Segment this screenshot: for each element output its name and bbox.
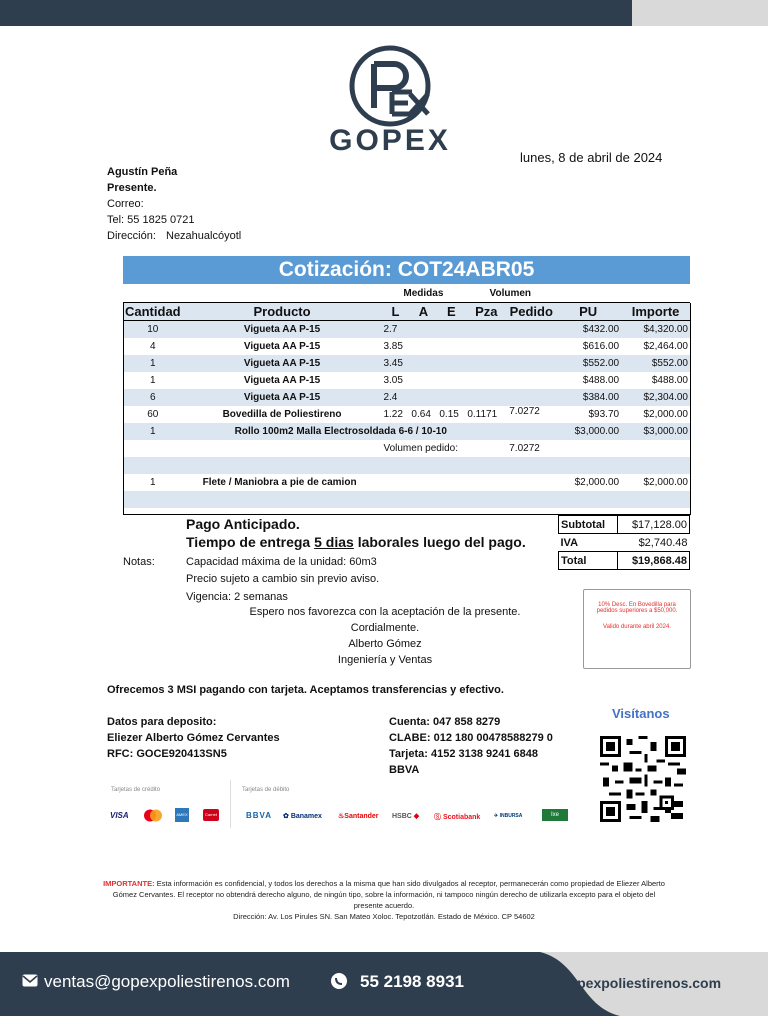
deposit-clabe: CLABE: 012 180 00478588279 0 [389, 732, 553, 744]
col-header: E [437, 303, 465, 321]
footer-phone[interactable]: 55 2198 8931 [360, 972, 464, 991]
delivery-time-pre: Tiempo de entrega [186, 534, 311, 550]
cell-importe: $2,000.00 [643, 409, 688, 420]
important-notice [100, 878, 668, 922]
table-row-empty [123, 491, 690, 508]
cell-pedido [507, 355, 555, 372]
cell-pu: $2,000.00 [574, 477, 620, 488]
table-row [123, 423, 690, 440]
cell-qty: 4 [150, 341, 156, 352]
cell-a [409, 372, 437, 389]
client-phone: Tel: 55 1825 0721 [107, 214, 195, 226]
cell-pedido [507, 321, 555, 339]
cell-pedido [507, 338, 555, 355]
cell-pu: $488.00 [582, 375, 620, 386]
table-row [123, 338, 690, 355]
cell-l: 3.05 [383, 375, 403, 386]
delivery-time-days: 5 dias [314, 534, 354, 550]
cell-product: Vigueta AA P-15 [243, 392, 321, 403]
col-header: Cantidad [125, 304, 181, 319]
cell-pu: $552.00 [582, 358, 620, 369]
whatsapp-icon [330, 972, 348, 990]
carnet-icon: Carnet [203, 809, 219, 821]
cell-product: Flete / Maniobra a pie de camion [202, 477, 357, 488]
promo-box [583, 589, 691, 669]
cell-product: Rollo 100m2 Malla Electrosoldada 6-6 / 10-10 [234, 426, 447, 437]
col-header: PU [555, 303, 621, 321]
cell-pedido [507, 389, 555, 406]
cell-pza [465, 389, 507, 406]
delivery-time-post: laborales luego del pago. [357, 534, 526, 550]
hsbc-label: HSBC [392, 813, 412, 820]
footer-website[interactable]: gopexpoliestirenos.com [560, 975, 722, 991]
cell-pu: $616.00 [582, 341, 620, 352]
visit-label: Visítanos [612, 706, 670, 721]
scotiabank-icon: Ⓢ Scotiabank [434, 814, 481, 821]
table-row [123, 355, 690, 372]
mail-icon [22, 974, 38, 987]
mastercard-icon [143, 809, 163, 822]
cell-qty: 6 [150, 392, 156, 403]
important-address: Dirección: Av. Los Pirules SN. San Mateo Xoloc. Tepotzotlán. Estado de México. CP 54602 [233, 912, 535, 921]
deposit-title: Datos para deposito: [107, 716, 217, 728]
col-header: A [409, 303, 437, 321]
cell-pu: $93.70 [588, 409, 620, 420]
cell-qty: 1 [150, 426, 156, 437]
cell-qty: 10 [147, 324, 159, 335]
cell-product: Vigueta AA P-15 [243, 358, 321, 369]
cell-e [437, 372, 465, 389]
cell-e [437, 321, 465, 339]
quote-date: lunes, 8 de abril de 2024 [520, 150, 663, 165]
cell-a: 0.64 [411, 409, 431, 420]
table-row [123, 372, 690, 389]
cell-pza [465, 338, 507, 355]
brand-name: GOPEX [329, 124, 451, 157]
col-header: Producto [183, 303, 382, 321]
cell-importe: $2,000.00 [643, 477, 688, 488]
important-text: Esta información es confidencial, y todos los derechos a la misma que han sido divulgados al receptor, permanecerán como propiedad de Eliezer Alberto Gómez Cervantes. El receptor no obtendrá derecho alguno, de ningún tipo, sobre la información, ni tampoco ningún derecho de utilizarla excepto para el objeto del presente acuerdo. [112, 879, 665, 910]
deposit-tarjeta: Tarjeta: 4152 3138 9241 6848 [389, 748, 539, 760]
santander-icon: ♨Santander [338, 813, 379, 820]
col-header: Pedido [507, 303, 555, 321]
items-table [123, 285, 690, 508]
payment-offer: Ofrecemos 3 MSI pagando con tarjeta. Aceptamos transferencias y efectivo. [107, 684, 504, 696]
cell-pedido [507, 372, 555, 389]
col-header: L [381, 303, 409, 321]
volume-value: 7.0272 [509, 443, 540, 454]
deposit-rfc: RFC: GOCE920413SN5 [107, 748, 227, 760]
inbursa-label: INBURSA [499, 813, 523, 819]
signer-role: Ingeniería y Ventas [337, 654, 433, 666]
closing-line: Cordialmente. [350, 622, 420, 634]
ixe-icon: Ixe [542, 809, 568, 821]
subtotal-value: $17,128.00 [617, 516, 689, 534]
cell-pza [465, 372, 507, 389]
cell-product: Vigueta AA P-15 [243, 341, 321, 352]
table-header-row [123, 303, 690, 321]
deposit-holder: Eliezer Alberto Gómez Cervantes [107, 732, 280, 744]
cell-e [437, 338, 465, 355]
inbursa-icon: ✈ INBURSA [494, 813, 523, 819]
delivery-time [186, 534, 526, 550]
cell-importe: $488.00 [651, 375, 688, 386]
deposit-bank: BBVA [389, 764, 420, 776]
cell-a [409, 389, 437, 406]
cell-pza [465, 355, 507, 372]
col-header: Importe [621, 303, 690, 321]
debit-cards-label: Tarjetas de débito [242, 787, 290, 793]
cell-pza: 0.1171 [467, 409, 498, 420]
important-label: IMPORTANTE: [103, 879, 155, 888]
cell-pu: $3,000.00 [574, 426, 620, 437]
table-row [123, 406, 690, 423]
table-row-empty [123, 457, 690, 474]
footer-email[interactable]: ventas@gopexpoliestirenos.com [44, 972, 290, 991]
qr-code-icon[interactable] [600, 736, 686, 822]
promo-text: 10% Desc. En Bovedilla para pedidos superiores a $50,000. [596, 602, 678, 614]
cell-importe: $4,320.00 [643, 324, 688, 335]
iva-value: $2,740.48 [638, 536, 688, 549]
cell-importe: $552.00 [651, 358, 688, 369]
deposit-cuenta: Cuenta: 047 858 8279 [389, 716, 501, 728]
cell-l: 2.7 [383, 324, 398, 335]
table-row [123, 321, 690, 339]
cell-a [409, 321, 437, 339]
closing-line: Espero nos favorezca con la aceptación de la presente. [249, 606, 521, 618]
table-row [123, 474, 690, 491]
banamex-label: Banamex [290, 813, 322, 820]
cell-importe: $3,000.00 [643, 426, 688, 437]
cell-e [437, 355, 465, 372]
cell-l: 3.45 [383, 358, 403, 369]
hsbc-icon: HSBC ◆ [392, 813, 420, 820]
top-bar-light [632, 0, 768, 26]
cell-pedido: 7.0272 [509, 406, 540, 417]
cell-a [409, 355, 437, 372]
credit-cards-label: Tarjetas de crédito [111, 787, 161, 793]
santander-label: Santander [344, 813, 379, 820]
cell-a [409, 338, 437, 355]
visa-icon: VISA [110, 811, 129, 820]
cell-l: 3.85 [383, 341, 403, 352]
cell-qty: 1 [150, 358, 156, 369]
promo-valid: Valido durante abril 2024. [603, 624, 671, 630]
cell-importe: $2,464.00 [643, 341, 688, 352]
cell-l: 1.22 [383, 409, 403, 420]
cell-l: 2.4 [383, 392, 398, 403]
iva-label: IVA [560, 536, 579, 549]
cell-e: 0.15 [439, 409, 459, 420]
total-value: $19,868.48 [617, 552, 689, 570]
client-address-label: Dirección: [107, 230, 156, 242]
note-item: Capacidad máxima de la unidad: 60m3 [186, 556, 377, 568]
client-address: Nezahualcóyotl [166, 230, 242, 242]
quote-title: Cotización: COT24ABR05 [123, 256, 690, 284]
total-label: Total [559, 552, 618, 570]
top-bar-dark [0, 0, 632, 26]
amex-icon: AMEX [175, 808, 189, 822]
client-email-label: Correo: [107, 198, 144, 210]
totals-table [558, 515, 690, 570]
col-header: Pza [465, 303, 507, 321]
client-name: Agustín Peña [107, 166, 178, 178]
group-header-volumen: Volumen [489, 288, 532, 299]
cell-product: Vigueta AA P-15 [243, 375, 321, 386]
cell-pu: $432.00 [582, 324, 620, 335]
note-item: Precio sujeto a cambio sin previo aviso. [186, 573, 380, 585]
cell-product: Vigueta AA P-15 [243, 324, 321, 335]
subtotal-label: Subtotal [559, 516, 618, 534]
cell-qty: 1 [150, 477, 156, 488]
notes-label: Notas: [123, 556, 155, 568]
signer-name: Alberto Gómez [348, 638, 422, 650]
cell-e [437, 389, 465, 406]
volume-label: Volumen pedido: [383, 443, 458, 454]
cell-product: Bovedilla de Poliestireno [222, 409, 342, 420]
scotiabank-label: Scotiabank [442, 814, 481, 821]
banamex-icon: ✿ Banamex [283, 813, 322, 820]
bbva-icon: BBVA [246, 811, 273, 820]
cell-qty: 60 [147, 409, 159, 420]
client-greeting: Presente. [107, 182, 157, 194]
cards-divider [230, 780, 231, 828]
cell-pza [465, 321, 507, 339]
note-item: Vigencia: 2 semanas [186, 591, 288, 603]
cell-qty: 1 [150, 375, 156, 386]
table-row [123, 389, 690, 406]
payment-terms: Pago Anticipado. [186, 516, 300, 532]
group-header-medidas: Medidas [403, 288, 444, 299]
cell-pu: $384.00 [582, 392, 620, 403]
table-row [123, 440, 690, 457]
cell-importe: $2,304.00 [643, 392, 688, 403]
